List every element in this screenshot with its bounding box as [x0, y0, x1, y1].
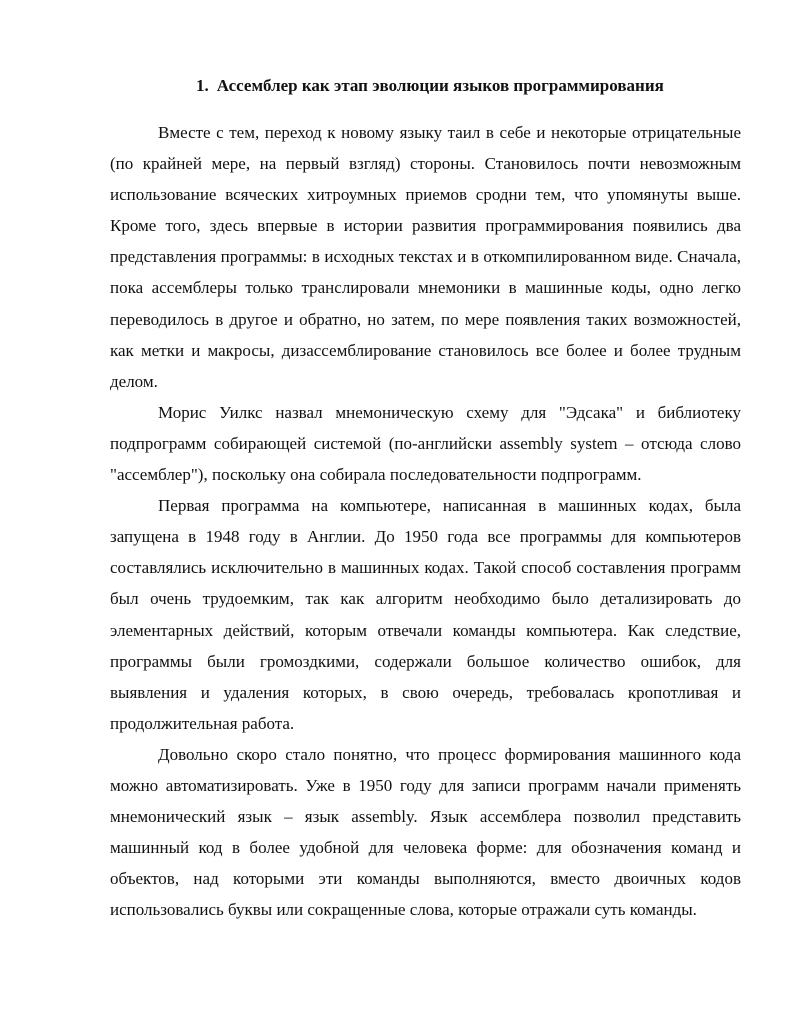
paragraph: Первая программа на компьютере, написанная в машинных кодах, была запущена в 1948 году в Англии. До 1950 года все программы для компьютеров составлялись исключительно в машинных кодах. Такой способ составления программ был очень трудоемким, так как алгоритм необходимо было детализировать до элементарных действий, которым отвечали команды компьютера. Как следствие, программы были громоздкими, содержали большое количество ошибок, для выявления и удаления которых, в свою очередь, требовалась кропотливая и продолжительная работа. [110, 496, 741, 733]
section-number: 1. [196, 76, 209, 95]
paragraph: Морис Уилкс назвал мнемоническую схему для "Эдсака" и библиотеку подпрограмм собирающей системой (по-английски assembly system – отсюда слово "ассемблер"), поскольку она собирала последовательности подпрограмм. [110, 402, 741, 485]
section-title: Ассемблер как этап эволюции языков программирования [216, 76, 664, 95]
paragraph: Довольно скоро стало понятно, что процесс формирования машинного кода можно автоматизировать. Уже в 1950 году для записи программ начали применять мнемонический язык – язык assembly. Язык ассемблера позволил представить машинный код в более удобной для человека форме: для обозначения команд и объектов, над которыми эти команды выполняются, вместо двоичных кодов использовались буквы или сокращенные слова, которые отражали суть команды. [110, 744, 741, 920]
paragraph: Вместе с тем, переход к новому языку таил в себе и некоторые отрицательные (по крайней мере, на первый взгляд) стороны. Становилось почти невозможным использование всяческих хитроумных приемов сродни тем, что упомянуты выше. Кроме того, здесь впервые в истории развития программирования появились два представления программы: в исходных текстах и в откомпилированном виде. Сначала, пока ассемблеры только транслировали мнемоники в машинные коды, одно легко переводилось в другое и обратно, но затем, по мере появления таких возможностей, как метки и макросы, дизассемблирование становилось все более и более трудным делом. [110, 123, 741, 391]
section-heading [110, 73, 741, 99]
body-text [110, 117, 741, 925]
